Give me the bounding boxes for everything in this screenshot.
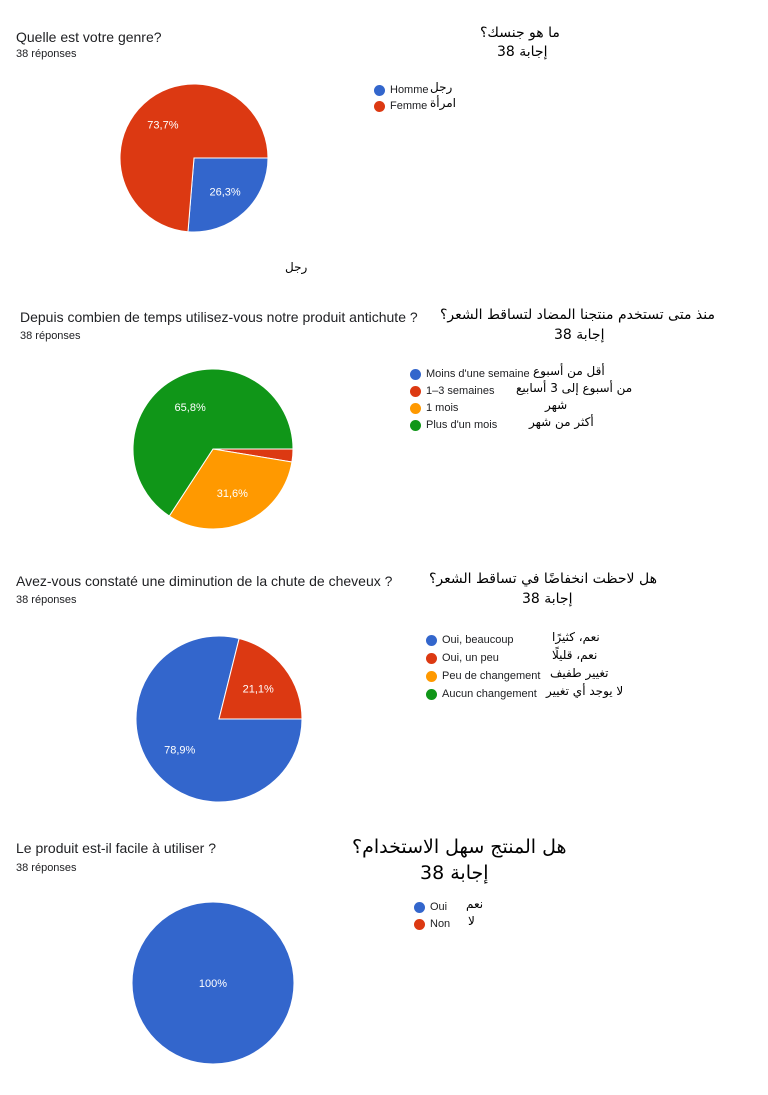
legend-label-arabic: نعم، كثيرًا — [552, 630, 600, 644]
legend-label: Plus d'un mois — [426, 419, 498, 431]
legend-swatch — [410, 403, 421, 414]
legend-label: Aucun changement — [442, 688, 537, 700]
legend-label: 1 mois — [426, 402, 459, 414]
legend-label-arabic: من أسبوع إلى 3 أسابيع — [516, 381, 633, 395]
arabic-response-count: 38 إجابة — [420, 862, 489, 884]
legend-swatch — [410, 386, 421, 397]
legend-swatch — [374, 85, 385, 96]
arabic-title: منذ متى تستخدم منتجنا المضاد لتساقط الشعر؟ — [440, 307, 715, 323]
legend-label: Oui, beaucoup — [442, 634, 514, 646]
legend-label-arabic: شهر — [545, 398, 568, 412]
pie-chart — [136, 636, 304, 804]
arabic-note: رجل — [285, 260, 308, 274]
legend-swatch — [410, 369, 421, 380]
arabic-response-count: 38 إجابة — [554, 327, 605, 343]
chart-panel-hair-loss-reduction — [0, 565, 768, 815]
legend-label-arabic: أقل من أسبوع — [533, 364, 605, 378]
arabic-title: ما هو جنسك؟ — [480, 25, 560, 41]
legend-label: Oui — [430, 901, 448, 913]
legend-label: Peu de changement — [442, 670, 541, 682]
legend-label-arabic: تغيير طفيف — [550, 666, 609, 680]
legend-swatch — [426, 653, 437, 664]
chart-panel-ease-of-use — [0, 830, 768, 1095]
legend-label: 1–3 semaines — [426, 385, 495, 397]
legend-label: Homme — [390, 84, 429, 96]
legend-swatch — [426, 671, 437, 682]
slice-value-label: 21,1% — [242, 683, 274, 696]
chart-panel-usage-duration — [0, 300, 768, 550]
response-count: 38 réponses — [20, 330, 81, 342]
slice-value-label: 73,7% — [147, 119, 179, 132]
pie-chart — [133, 369, 295, 531]
slice-value-label: 78,9% — [164, 744, 196, 757]
legend-label-arabic: امرأة — [430, 96, 457, 110]
legend-swatch — [374, 101, 385, 112]
legend-label: Oui, un peu — [442, 652, 499, 664]
legend-swatch — [410, 420, 421, 431]
legend-swatch — [414, 902, 425, 913]
legend-swatch — [414, 919, 425, 930]
legend-swatch — [426, 689, 437, 700]
legend-label: Moins d'une semaine — [426, 368, 530, 380]
question-title: Quelle est votre genre? — [16, 29, 162, 45]
question-title: Le produit est-il facile à utiliser ? — [16, 840, 216, 856]
chart-panel-gender — [0, 0, 768, 290]
slice-value-label: 31,6% — [216, 487, 248, 500]
legend-label-arabic: نعم — [466, 897, 484, 911]
legend-label-arabic: لا يوجد أي تغيير — [546, 684, 624, 698]
slice-value-label: 65,8% — [174, 401, 206, 414]
response-count: 38 réponses — [16, 862, 77, 874]
pie-chart — [132, 902, 296, 1066]
pie-chart — [120, 79, 270, 239]
slice-value-label: 100% — [198, 978, 228, 990]
response-count: 38 réponses — [16, 48, 77, 60]
question-title: Depuis combien de temps utilisez-vous notre produit antichute ? — [20, 309, 418, 325]
arabic-response-count: 38 إجابة — [522, 591, 573, 607]
arabic-response-count: 38 إجابة — [497, 44, 548, 60]
legend-label-arabic: لا — [468, 914, 475, 928]
slice-value-label: 26,3% — [209, 186, 241, 199]
legend-label-arabic: نعم، قليلًا — [552, 648, 598, 662]
legend-swatch — [426, 635, 437, 646]
legend-label-arabic: رجل — [430, 80, 453, 94]
arabic-title: هل المنتج سهل الاستخدام؟ — [352, 836, 567, 858]
legend-label: Femme — [390, 100, 428, 112]
response-count: 38 réponses — [16, 594, 77, 606]
arabic-title: هل لاحظت انخفاضًا في تساقط الشعر؟ — [429, 571, 657, 587]
question-title: Avez-vous constaté une diminution de la chute de cheveux ? — [16, 573, 393, 589]
legend-label-arabic: أكثر من شهر — [529, 415, 594, 429]
legend-label: Non — [430, 918, 451, 930]
